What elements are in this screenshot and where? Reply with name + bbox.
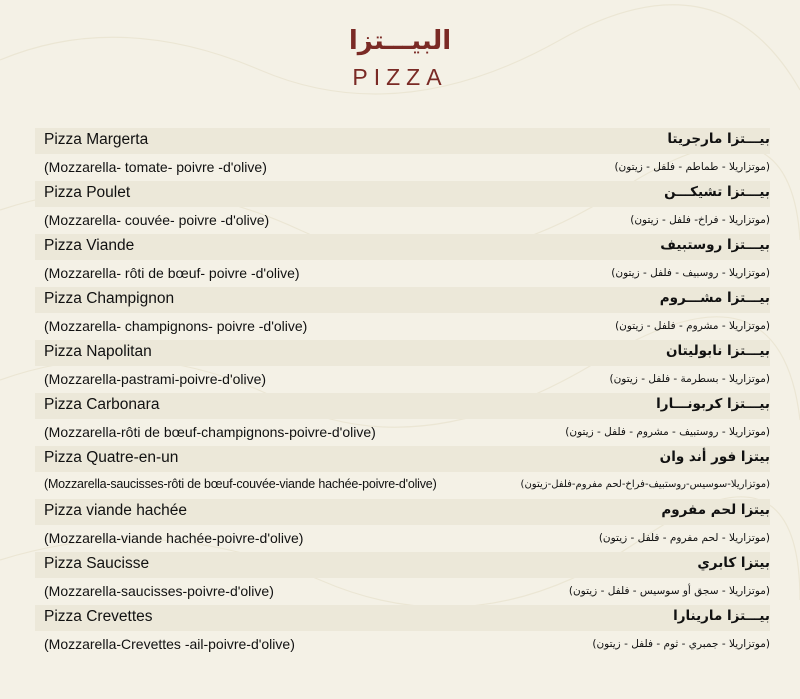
item-name-arabic: بيتزا كابري (697, 555, 770, 571)
item-name-row (35, 234, 770, 260)
item-description-arabic: (موتزاريلا - جمبري - ثوم - فلفل - زيتون) (592, 638, 770, 650)
item-description: (Mozzarella-saucisses-rôti de bœuf-couvée-viande hachée-poivre-d'olive) (44, 477, 437, 491)
item-description-arabic: (موتزاريلا - بسطرمة - فلفل - زيتون) (609, 373, 770, 385)
menu-item (35, 340, 770, 393)
item-name-arabic: بيـــتزا مارجريتا (667, 131, 770, 147)
item-name: Pizza Carbonara (44, 396, 160, 413)
item-name: Pizza Napolitan (44, 343, 152, 360)
item-description-arabic: (موتزاريلا - روسبيف - فلفل - زيتون) (611, 267, 770, 279)
menu-item (35, 393, 770, 446)
menu-item (35, 287, 770, 340)
item-description: (Mozzarella- couvée- poivre -d'olive) (44, 212, 270, 228)
item-description-arabic: (موتزاريلا-سوسيس-روستبيف-فراخ-لحم مفروم-فلفل-زيتون) (520, 479, 770, 490)
item-description-arabic: (موتزاريلا - لحم مفروم - فلفل - زيتون) (598, 532, 770, 544)
item-name-arabic: بيـــتزا مارينارا (673, 608, 770, 624)
item-description: (Mozzarella-rôti de bœuf-champignons-poivre-d'olive) (44, 424, 376, 440)
menu-item (35, 605, 770, 658)
item-name-arabic: بيـــتزا مشـــروم (659, 290, 770, 306)
menu-item (35, 128, 770, 181)
item-description: (Mozzarella- rôti de bœuf- poivre -d'olive) (44, 265, 300, 281)
item-name-arabic: بيـــتزا تشيكـــن (664, 184, 770, 200)
item-description-row (35, 260, 770, 286)
item-description: (Mozzarella-Crevettes -ail-poivre-d'olive) (44, 636, 295, 652)
item-name-row (35, 499, 770, 525)
menu-item (35, 234, 770, 287)
item-name: Pizza Saucisse (44, 555, 150, 572)
item-name-row (35, 393, 770, 419)
item-description-row (35, 207, 770, 233)
menu-item (35, 446, 770, 499)
item-description-row (35, 419, 770, 445)
item-description-row (35, 154, 770, 180)
item-description-row (35, 313, 770, 339)
item-name: Pizza viande hachée (44, 502, 188, 519)
pizza-menu-list (35, 128, 770, 658)
menu-item (35, 499, 770, 552)
item-name-arabic: بيتزا فور أند وان (659, 449, 770, 465)
item-description: (Mozzarella-saucisses-poivre-d'olive) (44, 583, 274, 599)
item-name-arabic: بيـــتزا روستبيف (660, 237, 770, 253)
item-name: Pizza Champignon (44, 290, 175, 307)
item-description-row (35, 631, 770, 657)
item-name-arabic: بيـــتزا نابوليتان (665, 343, 770, 359)
item-description-row (35, 578, 770, 604)
item-name-row (35, 128, 770, 154)
item-name: Pizza Margerta (44, 131, 149, 148)
item-name-row (35, 340, 770, 366)
item-description-arabic: (موتزاريلا - فراخ- فلفل - زيتون) (630, 214, 770, 226)
item-description-arabic: (موتزاريلا - مشروم - فلفل - زيتون) (615, 320, 770, 332)
menu-title-arabic: البيـــتزا (348, 26, 452, 56)
item-name-row (35, 181, 770, 207)
item-description: (Mozzarella-pastrami-poivre-d'olive) (44, 371, 267, 387)
item-name-arabic: بيتزا لحم مفروم (661, 502, 770, 518)
item-description-arabic: (موتزاريلا - طماطم - فلفل - زيتون) (614, 161, 770, 173)
item-description-row (35, 472, 770, 498)
item-name: Pizza Crevettes (44, 608, 153, 625)
item-description: (Mozzarella- tomate- poivre -d'olive) (44, 159, 267, 175)
item-description-arabic: (موتزاريلا - سجق أو سوسيس - فلفل - زيتون) (568, 585, 770, 597)
item-description: (Mozzarella- champignons- poivre -d'olive) (44, 318, 308, 334)
item-description-row (35, 366, 770, 392)
item-name: Pizza Poulet (44, 184, 131, 201)
item-description: (Mozzarella-viande hachée-poivre-d'olive) (44, 530, 304, 546)
menu-item (35, 552, 770, 605)
item-description-arabic: (موتزاريلا - روستبيف - مشروم - فلفل - زيتون) (565, 426, 770, 438)
menu-item (35, 181, 770, 234)
item-name: Pizza Viande (44, 237, 135, 254)
item-name-row (35, 287, 770, 313)
item-name-row (35, 605, 770, 631)
item-name-arabic: بيـــتزا كربونـــارا (656, 396, 770, 412)
menu-title: PIZZA (352, 64, 448, 90)
item-name-row (35, 552, 770, 578)
item-name-row (35, 446, 770, 472)
item-name: Pizza Quatre-en-un (44, 449, 179, 466)
item-description-row (35, 525, 770, 551)
